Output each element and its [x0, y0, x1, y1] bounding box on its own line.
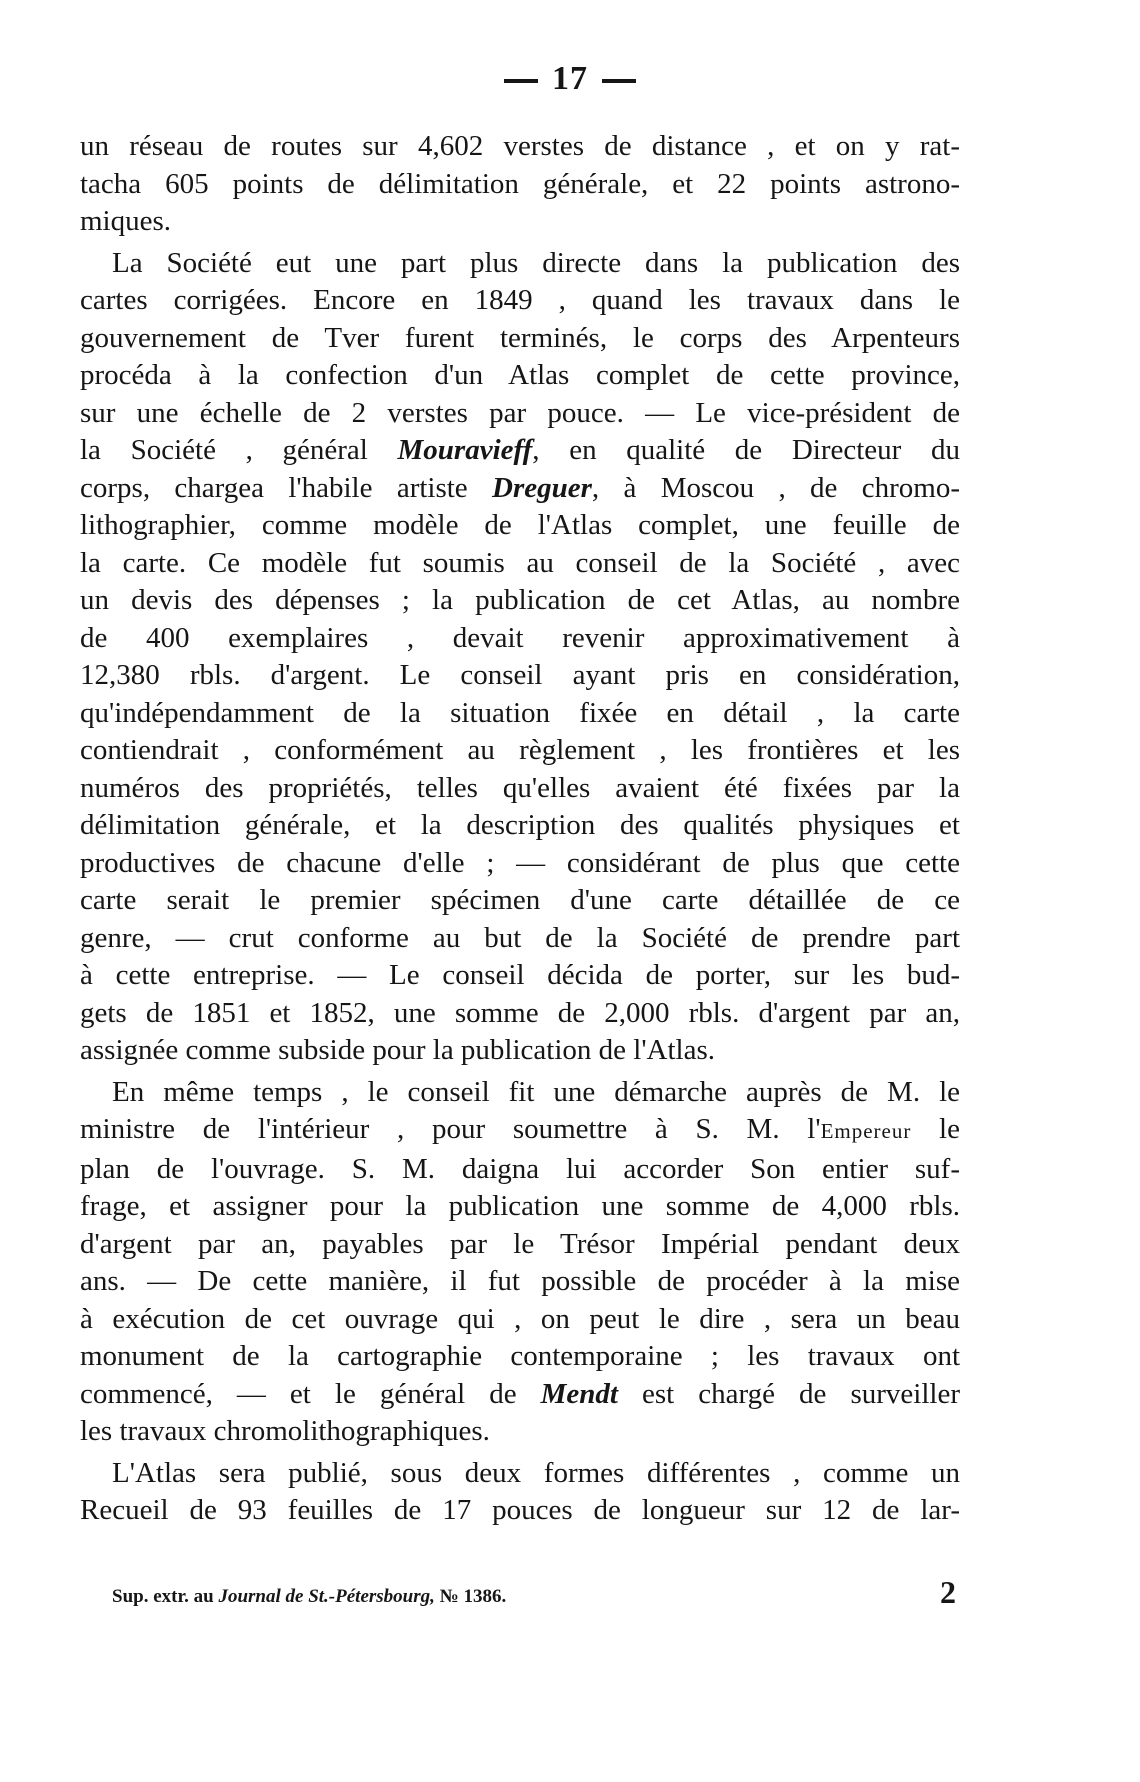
text-line: plan de l'ouvrage. S. M. daigna lui accorder Son entier suf-: [80, 1152, 960, 1185]
header-dash-right: [602, 79, 636, 83]
body-text: [80, 128, 960, 1530]
text-line: [80, 1376, 960, 1414]
text-line: [80, 470, 960, 508]
text-line: gouvernement de Tver furent terminés, le corps des Arpenteurs: [80, 321, 960, 354]
text-line: miques.: [80, 205, 172, 237]
text-line: de 400 exemplaires , devait revenir approximativement à: [80, 621, 960, 654]
page-footer: [112, 1574, 972, 1610]
text-segment: , en qualité de Directeur du: [532, 434, 960, 466]
text-line: lithographier, comme modèle de l'Atlas complet, une feuille de: [80, 509, 960, 541]
text-line: [80, 432, 960, 470]
text-line: productives de chacune d'elle ; — considérant de plus que cette: [80, 846, 960, 879]
text-line: à exécution de cet ouvrage qui , on peut le dire , sera un beau: [80, 1302, 960, 1335]
text-line: contiendrait , conformément au règlement , les frontières et les: [80, 734, 960, 766]
page-number: 17: [552, 60, 588, 97]
text-line: un devis des dépenses ; la publication de cet Atlas, au nombre: [80, 584, 960, 616]
text-segment: est chargé de surveiller: [617, 1377, 960, 1410]
text-line: les travaux chromolithographiques.: [80, 1415, 490, 1447]
header-dash-left: [504, 79, 538, 83]
text-line: gets de 1851 et 1852, une somme de 2,000 rbls. d'argent par an,: [80, 996, 960, 1029]
text-segment: corps, chargea l'habile artiste: [80, 471, 493, 504]
text-line: genre, — crut conforme au but de la Société de prendre part: [80, 921, 960, 954]
text-line: [80, 1111, 960, 1151]
text-line: La Société eut une part plus directe dans la publication des: [112, 246, 960, 279]
person-name: Mouravieff: [397, 434, 533, 466]
text-segment: la Société , général: [80, 434, 398, 466]
text-line: ans. — De cette manière, il fut possible de procéder à la mise: [80, 1265, 960, 1297]
text-line: cartes corrigées. Encore en 1849 , quand les travaux dans le: [80, 284, 960, 316]
text-line: délimitation générale, et la description des qualités physiques et: [80, 809, 960, 841]
text-line: assignée comme subside pour la publication de l'Atlas.: [80, 1034, 716, 1066]
text-segment: , à Moscou , de chromo-: [591, 471, 960, 504]
journal-title: Journal de St.-Pétersbourg,: [218, 1586, 435, 1607]
text-line: un réseau de routes sur 4,602 verstes de distance , et on y rat-: [80, 130, 960, 162]
text-line: numéros des propriétés, telles qu'elles avaient été fixées par la: [80, 771, 960, 804]
text-segment: commencé, — et le général de: [80, 1377, 541, 1410]
person-name: Dreguer: [492, 471, 592, 504]
text-line: 12,380 rbls. d'argent. Le conseil ayant pris en considération,: [80, 659, 960, 691]
title-smallcaps: Empereur: [820, 1119, 912, 1143]
text-line: procéda à la confection d'un Atlas complet de cette province,: [80, 359, 960, 391]
issue-number: № 1386.: [434, 1586, 507, 1607]
page-header: [0, 60, 1140, 98]
text-line: En même temps , le conseil fit une démarche auprès de M. le: [112, 1075, 960, 1108]
person-name: Mendt: [540, 1377, 618, 1410]
text-segment: le: [911, 1113, 960, 1145]
text-line: à cette entreprise. — Le conseil décida de porter, sur les bud-: [80, 959, 960, 991]
text-line: tacha 605 points de délimitation générale, et 22 points astrono-: [80, 167, 960, 200]
text-line: L'Atlas sera publié, sous deux formes différentes , comme un: [112, 1456, 960, 1489]
signature-mark: 2: [940, 1574, 956, 1610]
text-line: Recueil de 93 feuilles de 17 pouces de longueur sur 12 de lar-: [80, 1494, 960, 1526]
text-line: carte serait le premier spécimen d'une carte détaillée de ce: [80, 884, 960, 916]
text-line: monument de la cartographie contemporaine ; les travaux ont: [80, 1340, 960, 1372]
text-line: d'argent par an, payables par le Trésor Impérial pendant deux: [80, 1227, 960, 1260]
text-line: frage, et assigner pour la publication une somme de 4,000 rbls.: [80, 1190, 960, 1222]
footer-prefix: Sup. extr. au: [112, 1586, 219, 1607]
text-line: la carte. Ce modèle fut soumis au conseil de la Société , avec: [80, 546, 960, 579]
text-line: sur une échelle de 2 verstes par pouce. — Le vice-président de: [80, 396, 960, 429]
text-segment: ministre de l'intérieur , pour soumettre à S. M. l': [80, 1113, 821, 1145]
text-line: qu'indépendamment de la situation fixée en détail , la carte: [80, 696, 960, 729]
